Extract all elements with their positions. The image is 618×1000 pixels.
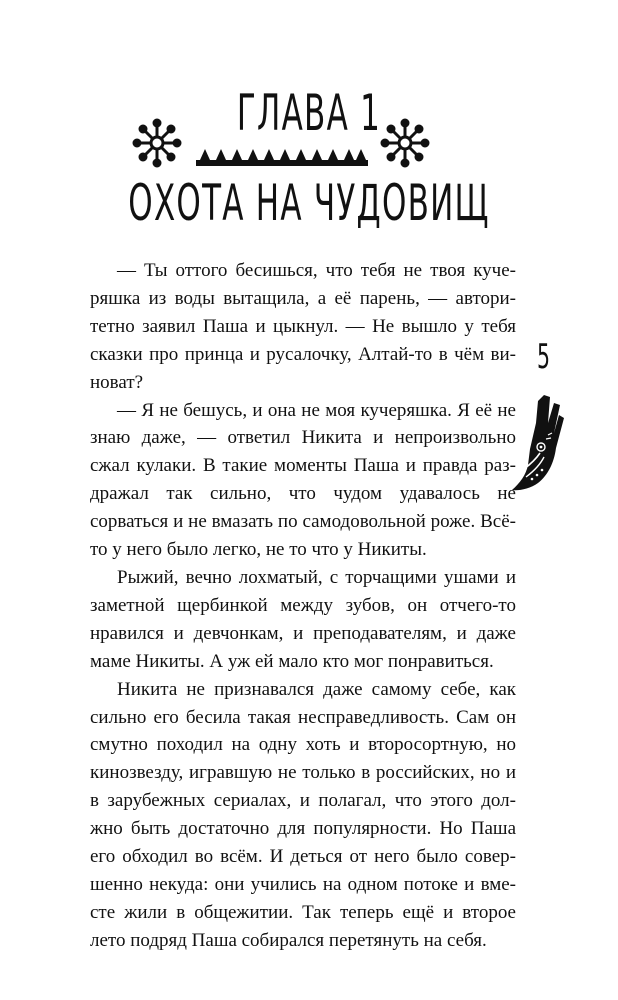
paragraph: — Ты оттого бесишься, что тебя не твоя кучеряшка из воды вытащила, а её парень, — авторитетно заявил Паша и цыкнул. — Не вышло у тебя сказки про принца и русалочку, Алтай-то в чём виноват? — [90, 260, 516, 393]
hand-icon — [510, 393, 566, 493]
zigzag-ornament — [196, 146, 368, 166]
chapter-label: ГЛАВА 1 — [236, 84, 382, 142]
page-number: 5 — [537, 337, 550, 377]
paragraph: Рыжий, вечно лохматый, с торчащими ушами и заметной щербинкой между зубов, он отчего-то нравился и девчонкам, и преподавателям, и даже маме Никиты. А уж ей мало кто мог понравиться. — [90, 566, 516, 672]
star-ornament-icon — [380, 118, 430, 168]
paragraph: Никита не признавался даже самому себе, как сильно его бесила такая несправедливость. Сам он смутно походил на одну хоть и второсортную, но кинозвезду, игравшую не только в российских, но и в зарубежных сериалах, и полагал, что этого должно быть достаточно для популярности. Но Паша его обходил во всём. И деться от него было совершенно некуда: они учились на одном потоке и вместе жили в общежитии. Так теперь ещё и второе лето подряд Паша собирался перетянуть на себя. — [90, 678, 516, 951]
chapter-title: ОХОТА НА ЧУДОВИЩ — [128, 174, 490, 232]
paragraph: — Я не бешусь, и она не моя кучеряшка. Я её не знаю даже, — ответил Никита и непроизвольно сжал кулаки. В такие моменты Паша и правда раздражал так сильно, что чудом удавалось не сорваться и не вмазать по самодовольной роже. Всё-то у него было легко, не то что у Никиты. — [90, 399, 516, 561]
star-ornament-icon — [132, 118, 182, 168]
body-text — [90, 257, 516, 955]
